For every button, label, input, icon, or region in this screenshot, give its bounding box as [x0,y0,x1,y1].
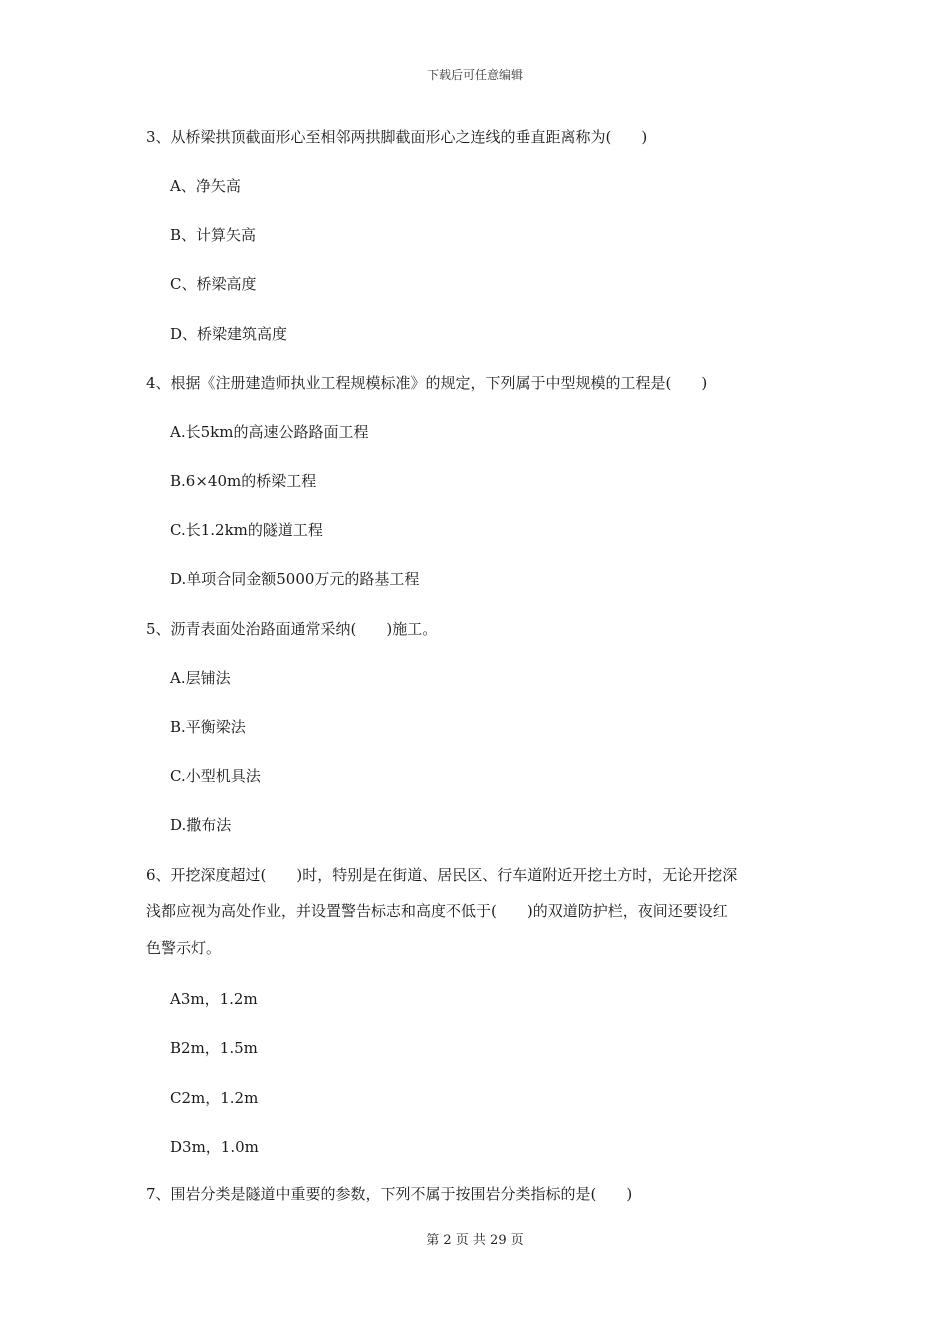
question-5-option-c: C.小型机具法 [170,767,261,785]
question-4-option-a: A.长5km的高速公路路面工程 [170,423,369,441]
question-3-option-d: D、桥梁建筑高度 [170,325,288,343]
question-6-stem-line-3: 色警示灯。 [146,939,222,957]
question-4-option-d: D.单项合同金额5000万元的路基工程 [170,570,420,588]
question-4-option-b: B.6×40m的桥梁工程 [170,472,317,490]
question-6-option-a: A3m，1.2m [170,990,258,1008]
question-5-option-b: B.平衡梁法 [170,718,246,736]
page-footer: 第 2 页 共 29 页 [426,1233,524,1248]
question-3-option-c: C、桥梁高度 [170,275,257,293]
question-4-option-c: C.长1.2km的隧道工程 [170,521,323,539]
question-6-option-c: C2m，1.2m [170,1089,259,1107]
question-3-option-b: B、计算矢高 [170,226,257,244]
question-6-stem-line-1: 6、开挖深度超过( )时，特别是在街道、居民区、行车道附近开挖土方时，无论开挖深 [146,866,738,884]
page-header: 下载后可任意编辑 [426,68,523,82]
question-5-option-d: D.撒布法 [170,816,232,834]
question-3-stem: 3、从桥梁拱顶截面形心至相邻两拱脚截面形心之连线的垂直距离称为( ) [146,128,648,146]
question-3-option-a: A、净矢高 [170,177,241,195]
question-6-stem-line-2: 浅都应视为高处作业，并设置警告标志和高度不低于( )的双道防护栏，夜间还要设红 [146,902,728,920]
question-4-stem: 4、根据《注册建造师执业工程规模标准》的规定，下列属于中型规模的工程是( ) [146,374,708,392]
question-5-option-a: A.层铺法 [170,669,231,687]
question-6-option-b: B2m，1.5m [170,1039,258,1057]
question-5-stem: 5、沥青表面处治路面通常采纳( )施工。 [146,620,438,638]
question-6-option-d: D3m，1.0m [170,1138,259,1156]
question-7-stem: 7、围岩分类是隧道中重要的参数，下列不属于按围岩分类指标的是( ) [146,1185,633,1203]
